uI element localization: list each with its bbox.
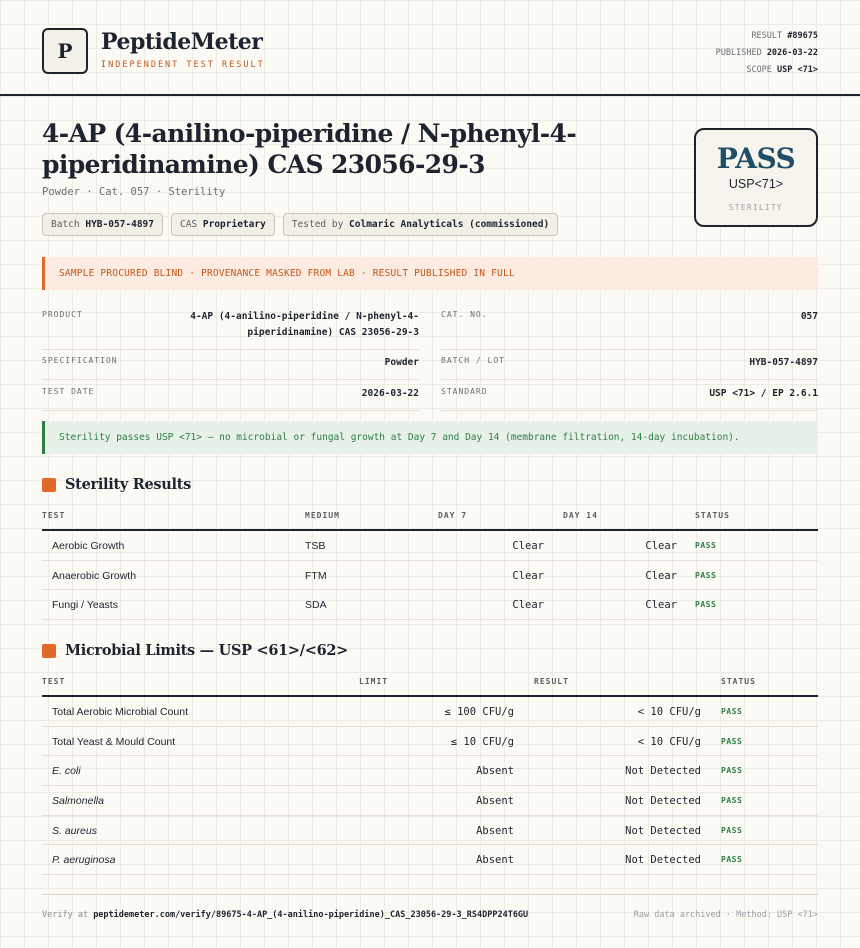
stamp-standard: USP<71> [728, 177, 784, 191]
col-status: STATUS [721, 677, 756, 686]
table-row [42, 697, 818, 727]
cell-test: Total Yeast & Mould Count [52, 735, 176, 748]
published-date: 2026-03-22 [766, 48, 818, 58]
info-value-line: 4-AP (4-anilino-piperidine / N-phenyl-4- [190, 311, 419, 322]
table-row [42, 531, 818, 561]
info-standard-row [441, 381, 818, 411]
col-limit: LIMIT [359, 677, 389, 686]
brand-tagline: INDEPENDENT TEST RESULT [101, 60, 265, 70]
logo[interactable]: P [42, 28, 88, 74]
section-marker-icon [42, 478, 56, 492]
section-title: Microbial Limits — USP <61>/<62> [65, 642, 349, 659]
pass-stamp [694, 128, 818, 227]
product-title: 4-AP (4-anilino-piperidine / N-phenyl-4-piperidinamine) CAS 23056-29-3 [42, 119, 577, 179]
info-key: CAT. NO. [441, 310, 488, 319]
chip-value: Colmaric Analyticals (commissioned) [349, 219, 550, 230]
published-label: PUBLISHED [715, 48, 762, 58]
cell-day14: Clear [645, 540, 677, 552]
cell-test: P. aeruginosa [52, 854, 116, 867]
chip-label: Tested by [291, 219, 344, 230]
info-key: STANDARD [441, 387, 488, 396]
table-header [42, 502, 818, 531]
col-day7: DAY 7 [438, 511, 468, 520]
status-badge: PASS [721, 707, 743, 716]
chip-row [42, 213, 558, 236]
info-key: SPECIFICATION [42, 356, 118, 365]
cell-test: Total Aerobic Microbial Count [52, 706, 188, 718]
col-medium: MEDIUM [305, 511, 340, 520]
col-test: TEST [42, 511, 66, 520]
info-spec-row [42, 350, 419, 380]
cell-result: < 10 CFU/g [637, 735, 701, 748]
info-date-row [42, 381, 419, 411]
microbial-section-header [42, 642, 348, 659]
table-row [42, 590, 818, 620]
col-result: RESULT [534, 677, 569, 686]
cell-test: Anaerobic Growth [52, 569, 137, 582]
table-row [42, 845, 818, 875]
table-row [42, 756, 818, 786]
sterility-summary-notice: Sterility passes USP <71> — no microbial or fungal growth at Day 7 and Day 14 (membrane filtration, 14-day incubation). [42, 421, 818, 454]
info-value: HYB-057-4897 [749, 357, 818, 368]
cas-chip [171, 213, 275, 236]
cell-day14: Clear [645, 569, 677, 582]
status-badge: PASS [721, 796, 743, 806]
cell-test: E. coli [52, 765, 81, 778]
cell-result: Not Detected [625, 824, 701, 837]
cell-result: Not Detected [625, 854, 701, 867]
published-line [716, 45, 818, 62]
info-key: PRODUCT [42, 310, 83, 319]
verify-link[interactable]: peptidemeter.com/verify/89675-4-AP_(4-anilino-piperidine)_CAS_23056-29-3_RS4DPP24T6GU [93, 910, 529, 920]
cell-medium: FTM [305, 569, 327, 582]
info-value: 2026-03-22 [361, 388, 419, 399]
result-label: RESULT [751, 31, 783, 41]
result-meta [716, 28, 818, 79]
scope-label: SCOPE [746, 65, 772, 75]
col-day14: DAY 14 [563, 511, 598, 520]
cell-limit: Absent [476, 824, 514, 837]
table-row [42, 561, 818, 591]
chip-value: HYB-057-4897 [85, 219, 154, 230]
blind-sample-notice: SAMPLE PROCURED BLIND · PROVENANCE MASKED FROM LAB · RESULT PUBLISHED IN FULL [42, 257, 818, 290]
cell-limit: Absent [476, 765, 514, 778]
status-badge: PASS [695, 570, 717, 580]
scope-line [716, 62, 818, 79]
cell-day7: Clear [512, 569, 544, 582]
info-batch-row [441, 350, 818, 380]
info-value: USP <71> / EP 2.6.1 [709, 388, 818, 399]
section-title: Sterility Results [65, 476, 191, 493]
cell-test: S. aureus [52, 824, 97, 837]
result-id: #89675 [787, 31, 818, 41]
status-badge: PASS [721, 855, 743, 865]
status-badge: PASS [721, 736, 743, 746]
status-badge: PASS [695, 541, 717, 550]
col-test: TEST [42, 677, 66, 686]
cell-medium: SDA [305, 599, 327, 612]
batch-chip [42, 213, 163, 236]
info-key: BATCH / LOT [441, 356, 505, 365]
brand-name[interactable]: PeptideMeter [101, 29, 263, 55]
chip-label: CAS [179, 219, 198, 230]
info-value: 057 [800, 311, 818, 322]
verify-line [42, 910, 528, 920]
cell-day7: Clear [512, 540, 544, 552]
info-value: Powder [384, 357, 419, 368]
cell-limit: ≤ 10 CFU/g [450, 735, 514, 748]
stamp-label: STERILITY [728, 203, 784, 212]
info-product-row [42, 304, 419, 350]
cell-day7: Clear [512, 599, 544, 612]
cell-day14: Clear [645, 599, 677, 612]
info-key: TEST DATE [42, 387, 95, 396]
microbial-table [42, 668, 818, 875]
cell-limit: Absent [476, 854, 514, 867]
status-badge: PASS [695, 600, 717, 610]
cell-result: < 10 CFU/g [637, 706, 701, 718]
status-badge: PASS [721, 766, 743, 776]
table-row [42, 786, 818, 816]
cell-limit: ≤ 100 CFU/g [444, 706, 514, 718]
sterility-section-header [42, 476, 191, 493]
result-id-line [716, 28, 818, 45]
stamp-verdict: PASS [716, 142, 796, 175]
cell-result: Not Detected [625, 795, 701, 808]
footer-divider [42, 894, 818, 895]
table-row [42, 816, 818, 846]
table-header [42, 668, 818, 697]
scope-value: USP <71> [777, 65, 818, 75]
info-value-line: piperidinamine) CAS 23056-29-3 [247, 327, 419, 338]
cell-test: Salmonella [52, 795, 104, 808]
product-subtitle: Powder · Cat. 057 · Sterility [42, 186, 226, 198]
info-value [190, 309, 419, 341]
footer-note: Raw data archived · Method: USP <71> [633, 910, 818, 920]
cell-medium: TSB [305, 540, 326, 552]
header [0, 0, 860, 96]
cell-limit: Absent [476, 795, 514, 808]
cell-test: Aerobic Growth [52, 540, 125, 552]
sterility-table [42, 502, 818, 620]
chip-label: Batch [51, 219, 80, 230]
info-catno-row [441, 304, 818, 350]
section-marker-icon [42, 644, 56, 658]
cell-test: Fungi / Yeasts [52, 599, 118, 612]
status-badge: PASS [721, 825, 743, 835]
verify-label: Verify at [42, 910, 89, 920]
tested-by-chip [283, 213, 558, 236]
chip-value: Proprietary [202, 219, 266, 230]
table-row [42, 727, 818, 757]
col-status: STATUS [695, 511, 730, 520]
cell-result: Not Detected [625, 765, 701, 778]
